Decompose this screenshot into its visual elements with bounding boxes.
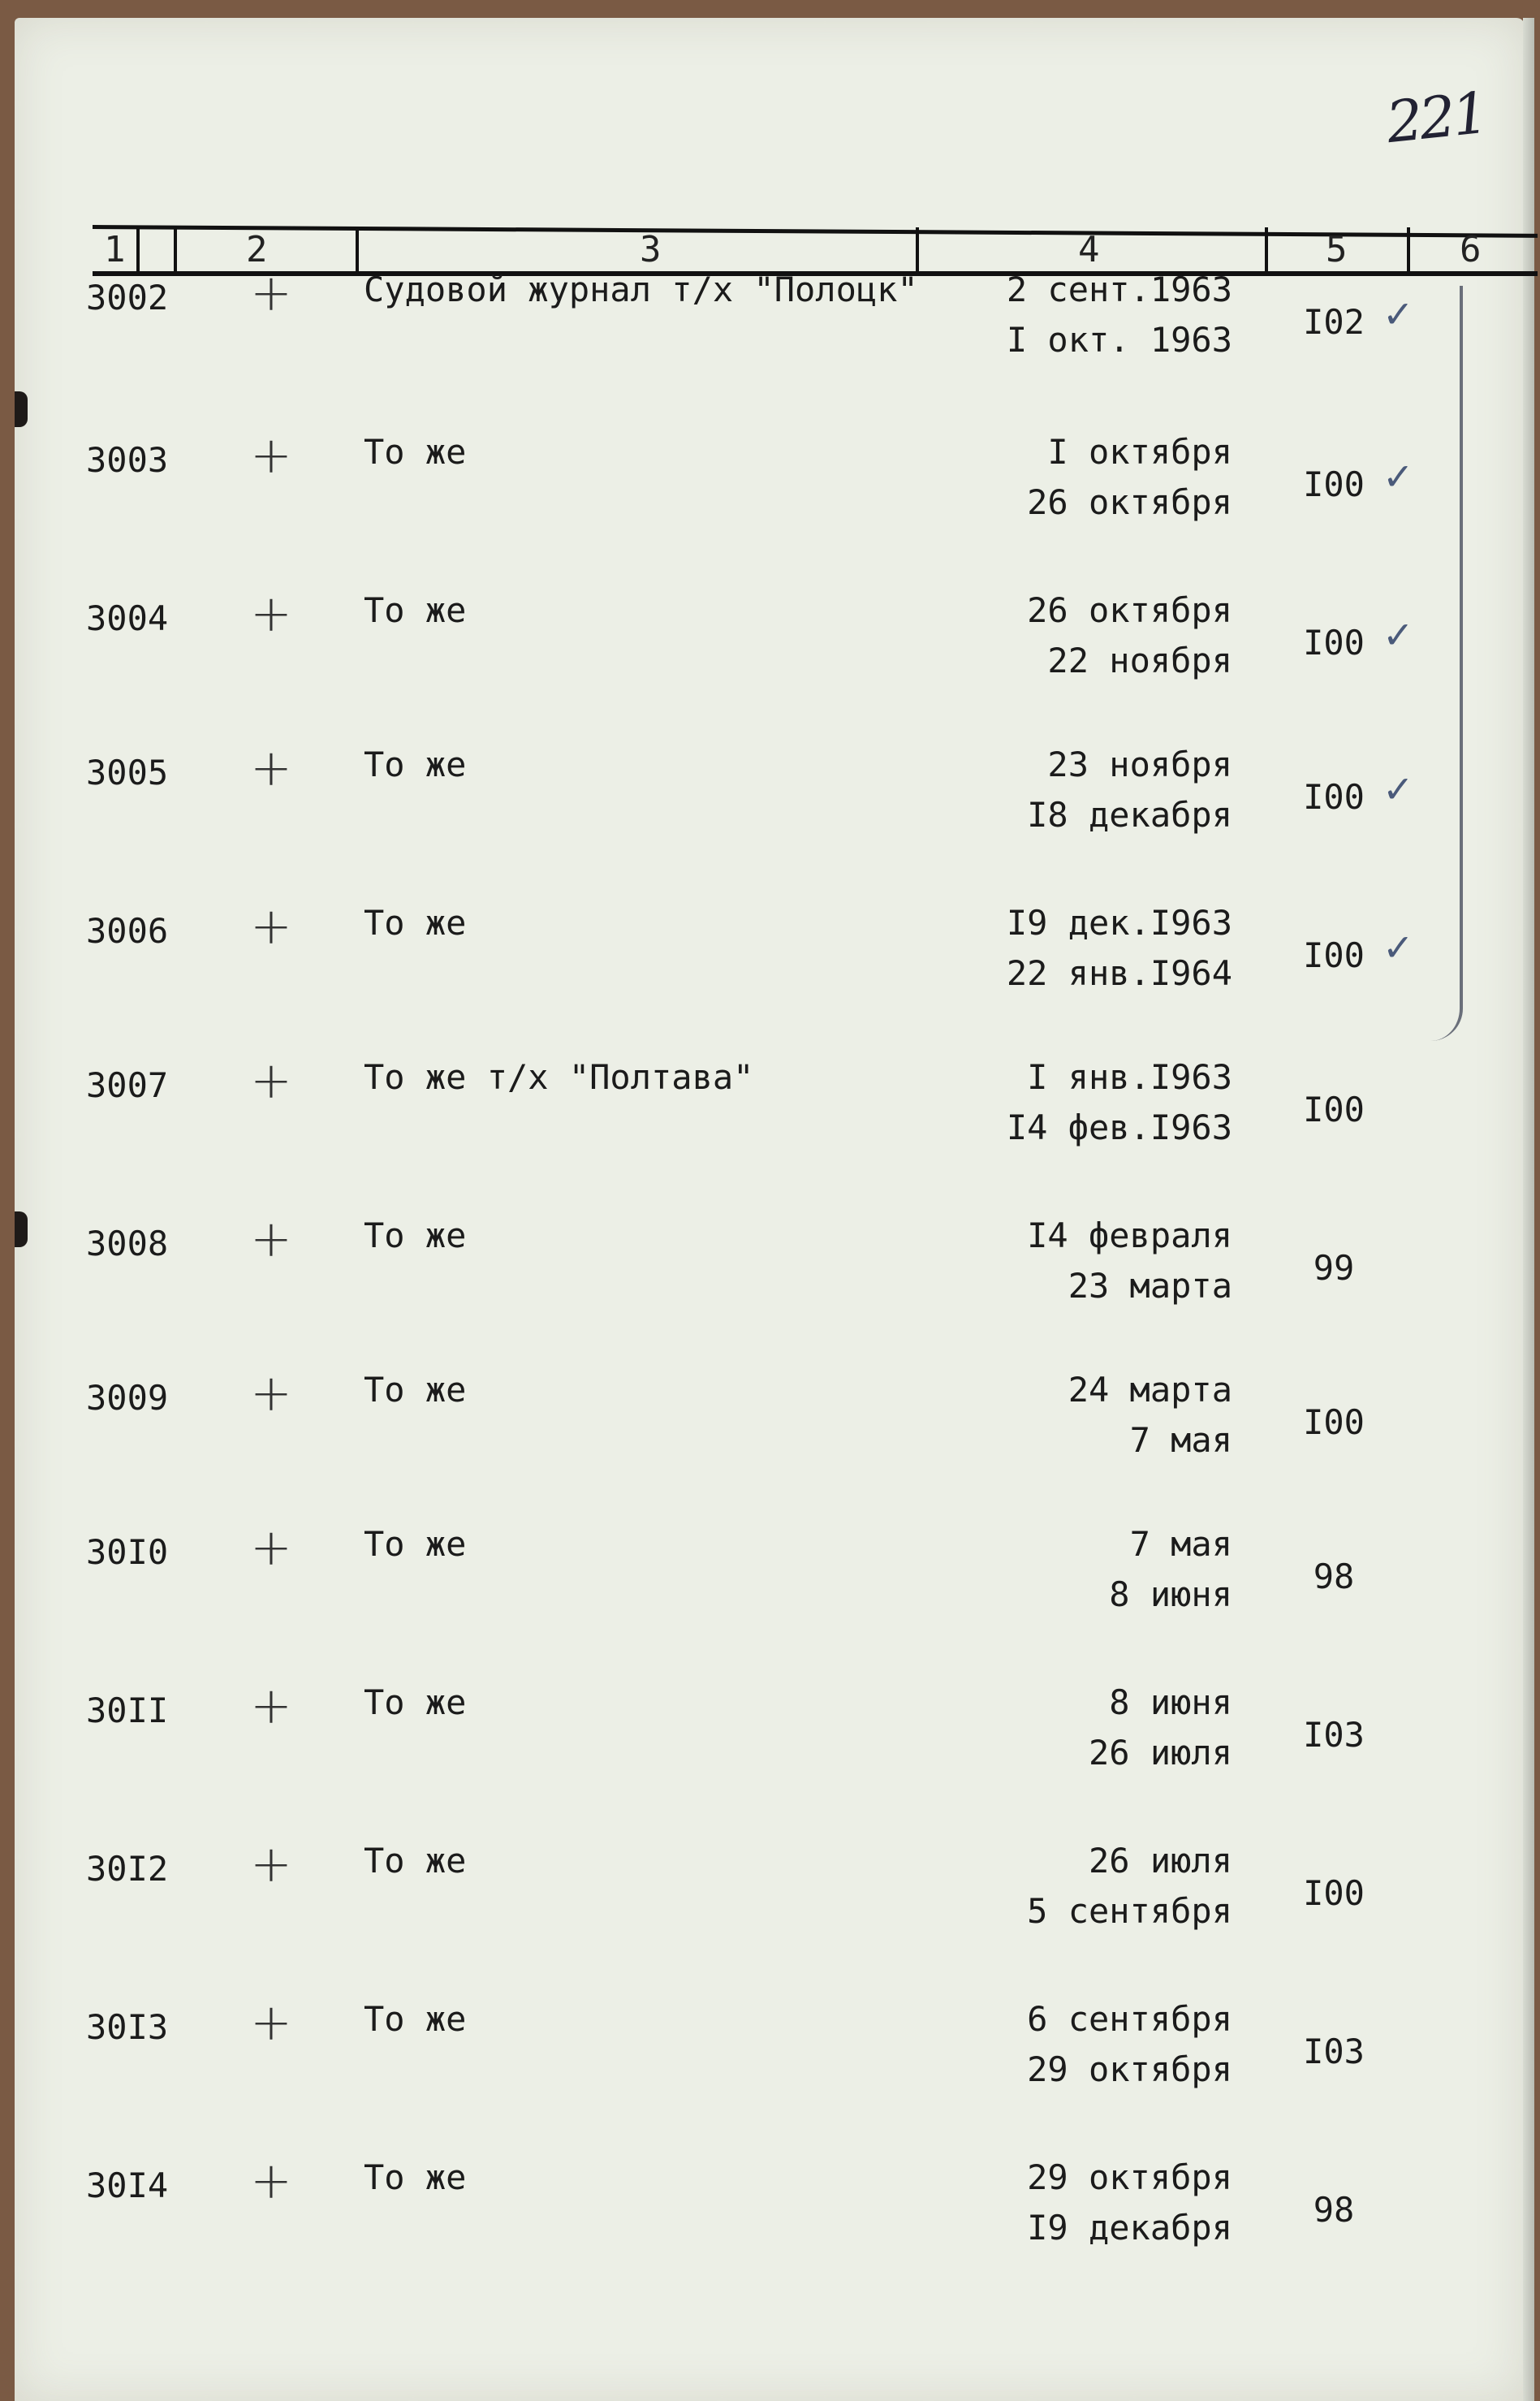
date-end: 7 мая bbox=[1129, 1420, 1232, 1460]
tick-mark: + bbox=[250, 896, 292, 956]
column-header-4: 4 bbox=[1078, 229, 1100, 270]
file-title: Судовой журнал т/х "Полоцк" bbox=[364, 270, 918, 309]
table-row bbox=[15, 263, 1525, 424]
date-end: I8 декабря bbox=[1027, 795, 1232, 835]
tick-mark: + bbox=[250, 1209, 292, 1268]
table-row bbox=[15, 1676, 1525, 1837]
sheet-count: I03 bbox=[1303, 1715, 1365, 1755]
tick-mark: + bbox=[250, 263, 292, 322]
tick-mark: + bbox=[250, 2151, 292, 2210]
table-row bbox=[15, 1363, 1525, 1524]
date-start: 29 октября bbox=[1027, 2157, 1232, 2197]
date-end: 22 ноября bbox=[1047, 641, 1232, 680]
sheet-count: I00 bbox=[1303, 777, 1365, 817]
date-start: I октября bbox=[1047, 432, 1232, 472]
date-end: I4 фев.I963 bbox=[1006, 1108, 1232, 1147]
check-icon: ✓ bbox=[1383, 926, 1414, 969]
date-end: 26 октября bbox=[1027, 482, 1232, 522]
column-header-5: 5 bbox=[1326, 229, 1348, 270]
tick-mark: + bbox=[250, 1834, 292, 1894]
tick-mark: + bbox=[250, 584, 292, 643]
inventory-number: 3009 bbox=[86, 1378, 169, 1418]
date-end: 8 июня bbox=[1109, 1574, 1232, 1614]
inventory-number: 3007 bbox=[86, 1065, 169, 1105]
date-start: 8 июня bbox=[1109, 1682, 1232, 1722]
sheet-count: I00 bbox=[1303, 935, 1365, 975]
header-rule bbox=[93, 225, 1538, 238]
tick-mark: + bbox=[250, 1051, 292, 1110]
check-icon: ✓ bbox=[1383, 613, 1414, 657]
tick-mark: + bbox=[250, 1363, 292, 1423]
check-icon: ✓ bbox=[1383, 455, 1414, 499]
date-start: 2 сент.1963 bbox=[1006, 270, 1232, 309]
column-divider bbox=[916, 227, 919, 273]
column-header-1: 1 bbox=[104, 229, 126, 270]
date-end: I окт. 1963 bbox=[1006, 320, 1232, 360]
file-title: То же bbox=[364, 1524, 467, 1564]
sheet-count: I02 bbox=[1303, 302, 1365, 342]
date-start: I янв.I963 bbox=[1027, 1057, 1232, 1097]
table-row bbox=[15, 1518, 1525, 1678]
table-row bbox=[15, 896, 1525, 1057]
file-title: То же bbox=[364, 1841, 467, 1881]
table-row bbox=[15, 584, 1525, 745]
inventory-number: 30II bbox=[86, 1691, 169, 1730]
date-end: I9 декабря bbox=[1027, 2208, 1232, 2248]
tick-mark: + bbox=[250, 1676, 292, 1735]
date-start: 6 сентября bbox=[1027, 1999, 1232, 2039]
date-start: 26 октября bbox=[1027, 590, 1232, 630]
file-title: То же bbox=[364, 1682, 467, 1722]
date-start: 7 мая bbox=[1129, 1524, 1232, 1564]
inventory-number: 3004 bbox=[86, 598, 169, 638]
file-title: То же bbox=[364, 745, 467, 784]
date-end: 29 октября bbox=[1027, 2049, 1232, 2089]
sheet-count: 98 bbox=[1313, 2190, 1355, 2230]
inventory-number: 3008 bbox=[86, 1224, 169, 1263]
table-row bbox=[15, 738, 1525, 899]
sheet-count: I00 bbox=[1303, 464, 1365, 504]
file-title: То же bbox=[364, 590, 467, 630]
date-end: 22 янв.I964 bbox=[1006, 953, 1232, 993]
page-edge bbox=[1523, 18, 1534, 2401]
table-row bbox=[15, 1834, 1525, 1995]
column-header-6: 6 bbox=[1460, 229, 1482, 270]
inventory-number: 30I3 bbox=[86, 2007, 169, 2047]
date-start: I4 февраля bbox=[1027, 1216, 1232, 1255]
document-page bbox=[15, 18, 1525, 2401]
check-icon: ✓ bbox=[1383, 292, 1414, 336]
sheet-count: I00 bbox=[1303, 1090, 1365, 1129]
inventory-number: 30I4 bbox=[86, 2166, 169, 2205]
date-start: I9 дек.I963 bbox=[1006, 903, 1232, 943]
file-title: То же bbox=[364, 2157, 467, 2197]
page-number: 221 bbox=[1383, 79, 1489, 157]
tick-mark: + bbox=[250, 1518, 292, 1577]
sheet-count: I00 bbox=[1303, 1402, 1365, 1442]
file-title: То же т/х "Полтава" bbox=[364, 1057, 754, 1097]
column-header-2: 2 bbox=[246, 229, 268, 270]
table-row bbox=[15, 1051, 1525, 1211]
inventory-number: 3002 bbox=[86, 278, 169, 317]
table-row bbox=[15, 1993, 1525, 2153]
sheet-count: 98 bbox=[1313, 1557, 1355, 1596]
check-icon: ✓ bbox=[1383, 767, 1414, 811]
sheet-count: I00 bbox=[1303, 1873, 1365, 1913]
date-end: 23 марта bbox=[1068, 1266, 1232, 1306]
column-divider bbox=[174, 227, 177, 273]
column-divider bbox=[356, 227, 359, 273]
file-title: То же bbox=[364, 1216, 467, 1255]
table-row bbox=[15, 1209, 1525, 1370]
date-end: 5 сентября bbox=[1027, 1891, 1232, 1931]
column-divider bbox=[1407, 227, 1410, 273]
file-title: То же bbox=[364, 1370, 467, 1410]
file-title: То же bbox=[364, 903, 467, 943]
table-row bbox=[15, 2151, 1525, 2312]
file-title: То же bbox=[364, 1999, 467, 2039]
column-header-3: 3 bbox=[640, 229, 662, 270]
inventory-number: 3005 bbox=[86, 753, 169, 792]
inventory-number: 3003 bbox=[86, 440, 169, 480]
inventory-number: 30I0 bbox=[86, 1532, 169, 1572]
inventory-number: 30I2 bbox=[86, 1849, 169, 1889]
file-title: То же bbox=[364, 432, 467, 472]
date-start: 23 ноября bbox=[1047, 745, 1232, 784]
table-row bbox=[15, 425, 1525, 586]
tick-mark: + bbox=[250, 1993, 292, 2052]
sheet-count: 99 bbox=[1313, 1248, 1355, 1288]
date-end: 26 июля bbox=[1088, 1733, 1232, 1773]
column-divider bbox=[1265, 227, 1268, 273]
inventory-number: 3006 bbox=[86, 911, 169, 951]
sheet-count: I03 bbox=[1303, 2032, 1365, 2071]
tick-mark: + bbox=[250, 425, 292, 485]
column-divider bbox=[136, 227, 140, 273]
sheet-count: I00 bbox=[1303, 623, 1365, 663]
tick-mark: + bbox=[250, 738, 292, 797]
date-start: 24 марта bbox=[1068, 1370, 1232, 1410]
date-start: 26 июля bbox=[1088, 1841, 1232, 1881]
